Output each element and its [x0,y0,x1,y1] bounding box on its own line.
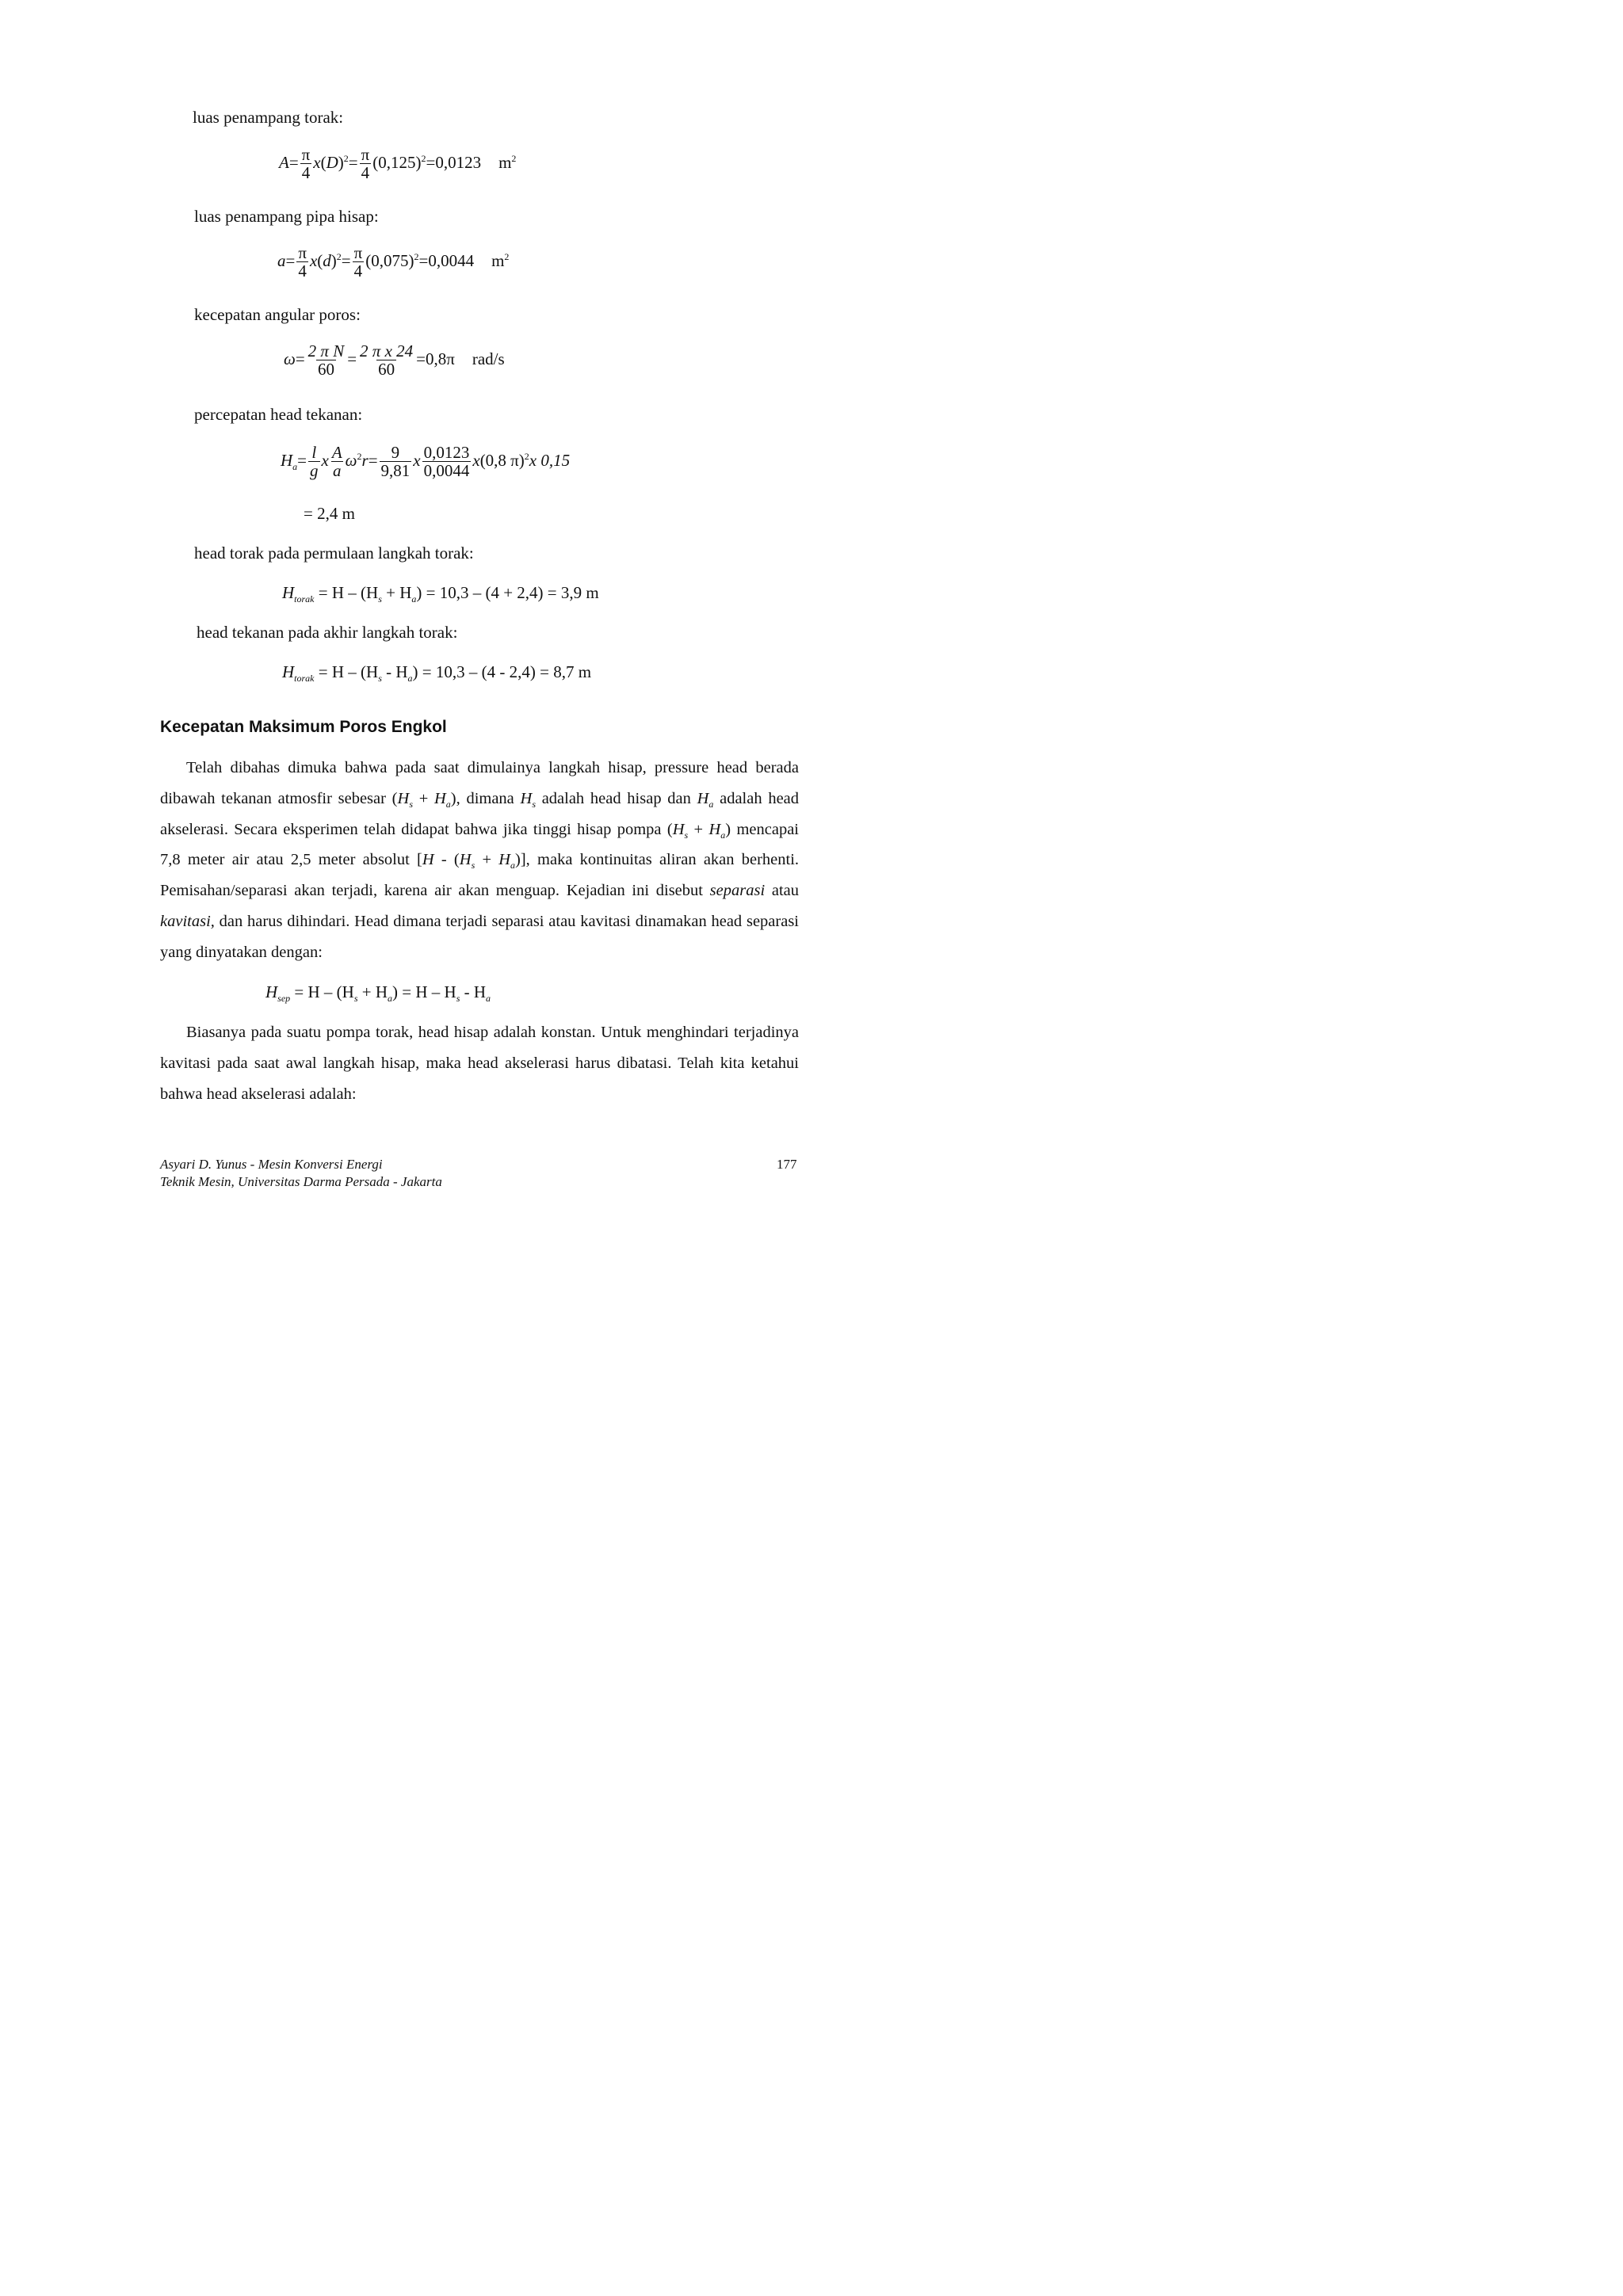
section-heading: Kecepatan Maksimum Poros Engkol [160,718,447,736]
label-percepatan-head: percepatan head tekanan: [194,405,363,424]
equation-kecepatan-angular: ω= $\frac{\text{2 π N}}{60}$ = $\frac{\text{2 π x 24}}{60}$ =0,8π rad/s [284,341,505,379]
equation-head-torak-akhir: $H_{torak} = H - (H_s - H_a) = 10,3 - (4 - 2,4) = 8,7$ m [282,662,592,685]
paragraph-separasi: Telah dibahas dimuka bahwa pada saat dimulainya langkah hisap, pressure head berada dibawah tekanan atmosfir sebesar $(H_s + H_a)$, dimana $H_s$ adalah head hisap dan $H_a$ adalah head akselerasi. Secara eksperimen telah didapat bahwa jika tinggi hisap pompa $(H_s + H_a)$ mencapai 7,8 meter air atau 2,5 meter absolut $[H - (H_s + H_a)]$, maka kontinuitas aliran akan berhenti. Pemisahan/separasi akan terjadi, karena air akan menguap. Kejadian ini disebut separasi atau kavitasi, dan harus dihindari. Head dimana terjadi separasi atau kavitasi dinamakan head separasi yang dinyatakan dengan: [160,759,800,961]
label-head-torak-permulaan: head torak pada permulaan langkah torak: [194,543,474,563]
equation-head-torak-awal: $H_{torak} = H - (H_s + H_a) = 10,3 - (4 + 2,4) = 3,9$ m [282,583,599,605]
equation-luas-torak: A= $\frac{\pi}{4}$ $x(D)^2=$ $\frac{\pi}{4}$ $(0,125)^2=0,0123$ $m^2$ [279,145,517,183]
page-number: 177 [777,1157,797,1172]
equation-luas-pipa-hisap: a= $\frac{\pi}{4}$ $x(d)^2=$ $\frac{\pi}{4}$ $(0,075)^2=0,0044$ $m^2$ [277,243,510,281]
paragraph-kavitasi: Biasanya pada suatu pompa torak, head hisap adalah konstan. Untuk menghindari terjadinya kavitasi pada saat awal langkah hisap, maka head akselerasi harus dibatasi. Telah kita ketahui bahwa head akselerasi adalah: [160,1024,799,1103]
footer-author: Asyari D. Yunus - Mesin Konversi Energi [160,1157,383,1172]
equation-head-separasi: $H_{sep} = H - (H_s + H_a) = H - H_s - H_a$ [265,982,491,1005]
equation-head-akselerasi: $H_a=$ $\frac{l}{g}$ x $\frac{A}{a}$ $\omega^2r=$ $\frac{9}{9,81}$ x $\frac{0,0123}{0,0044}$ x(0,8 π)$^2$x 0,15 [281,443,571,481]
label-kecepatan-angular: kecepatan angular poros: [194,305,361,324]
equation-head-akselerasi-result: = 2,4 m [304,504,355,523]
label-luas-penampang-torak: luas penampang torak: [193,108,344,127]
label-luas-penampang-pipa-hisap: luas penampang pipa hisap: [194,207,379,226]
label-head-tekanan-akhir: head tekanan pada akhir langkah torak: [197,623,458,642]
footer-institution: Teknik Mesin, Universitas Darma Persada - Jakarta [160,1174,442,1189]
